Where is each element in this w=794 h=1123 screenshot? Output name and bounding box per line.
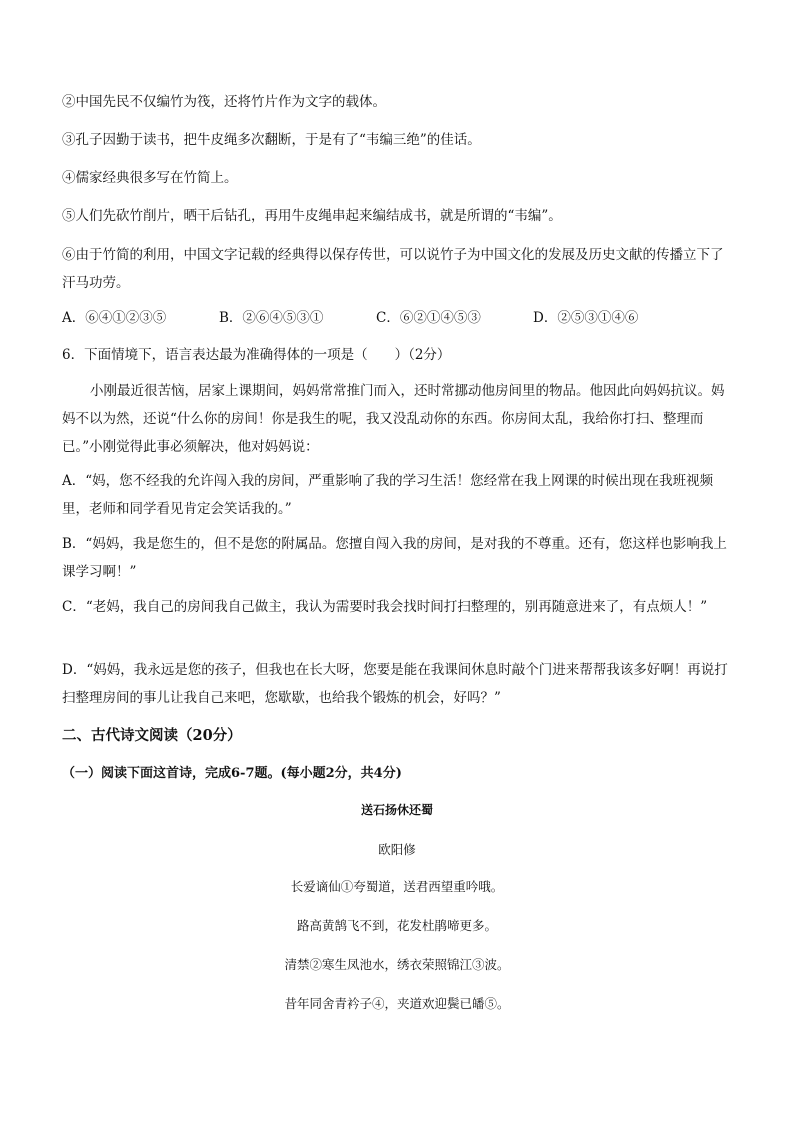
poem-line: 长爱谪仙①夸蜀道，送君西望重吟哦。	[290, 879, 504, 894]
q6-option-d: D．“妈妈，我永远是您的孩子，但我也在长大呀，您要是能在我课间休息时敲个门进来帮帮我该多好啊！再说打扫整理房间的事儿让我自己来吧，您歇歇，也给我个锻炼的机会，好吗？”	[62, 662, 728, 706]
poem-line: 昔年同舍青衿子④，夹道欢迎鬓已皤⑤。	[284, 996, 510, 1011]
poem-author: 欧阳修	[378, 842, 416, 857]
q5-options	[62, 308, 732, 328]
poem-title: 送石扬休还蜀	[360, 803, 433, 817]
q6-option-a: A．“妈，您不经我的允许闯入我的房间，严重影响了我的学习生活！您经常在我上网课的时候出现在我班视频里，老师和同学看见肯定会笑话我的。”	[62, 473, 714, 517]
q5-option-d: D．②⑤③①④⑥	[533, 310, 639, 326]
q5-option-a: A．⑥④①②③⑤	[62, 310, 167, 326]
q6-option-b: B．“妈妈，我是您生的，但不是您的附属品。您擅自闯入我的房间，是对我的不尊重。还有，您这样也影响我上课学习啊！”	[62, 536, 727, 580]
q5-option-b: B．②⑥④⑤③①	[219, 310, 324, 326]
section-subtitle: （一）阅读下面这首诗，完成6-7题。(每小题2分，共4分)	[62, 766, 402, 781]
poem-line: 清禁②寒生凤池水，绣衣荣照锦江③波。	[284, 957, 510, 972]
q6-option-c: C．“老妈，我自己的房间我自己做主，我认为需要时我会找时间打扫整理的，别再随意进来了，有点烦人！”	[62, 599, 708, 615]
q6-passage: 小刚最近很苦恼，居家上课期间，妈妈常常推门而入，还时常挪动他房间里的物品。他因此向妈妈抗议。妈妈不以为然，还说“什么你的房间！你是我生的呢，我又没乱动你的东西。你房间太乱，我给你打扫、整理而已。”小刚觉得此事必须解决，他对妈妈说：	[62, 383, 725, 455]
section-title: 二、古代诗文阅读（20分）	[62, 727, 242, 744]
statement-3: ③孔子因勤于读书，把牛皮绳多次翻断，于是有了“韦编三绝”的佳话。	[62, 132, 481, 148]
statement-6: ⑥由于竹简的利用，中国文字记载的经典得以保存传世，可以说竹子为中国文化的发展及历史文献的传播立下了汗马功劳。	[62, 247, 724, 291]
poem-line: 路高黄鹄飞不到，花发杜鹃啼更多。	[296, 918, 497, 933]
statement-5: ⑤人们先砍竹削片，晒干后钻孔，再用牛皮绳串起来编结成书，就是所谓的“韦编”。	[62, 208, 562, 224]
statement-4: ④儒家经典很多写在竹简上。	[62, 170, 238, 186]
q6-stem: 6．下面情境下，语言表达最为准确得体的一项是（ ）（2分）	[62, 347, 451, 363]
statement-2: ②中国先民不仅编竹为筏，还将竹片作为文字的载体。	[62, 94, 386, 110]
q5-option-c: C．⑥②①④⑤③	[376, 310, 481, 326]
